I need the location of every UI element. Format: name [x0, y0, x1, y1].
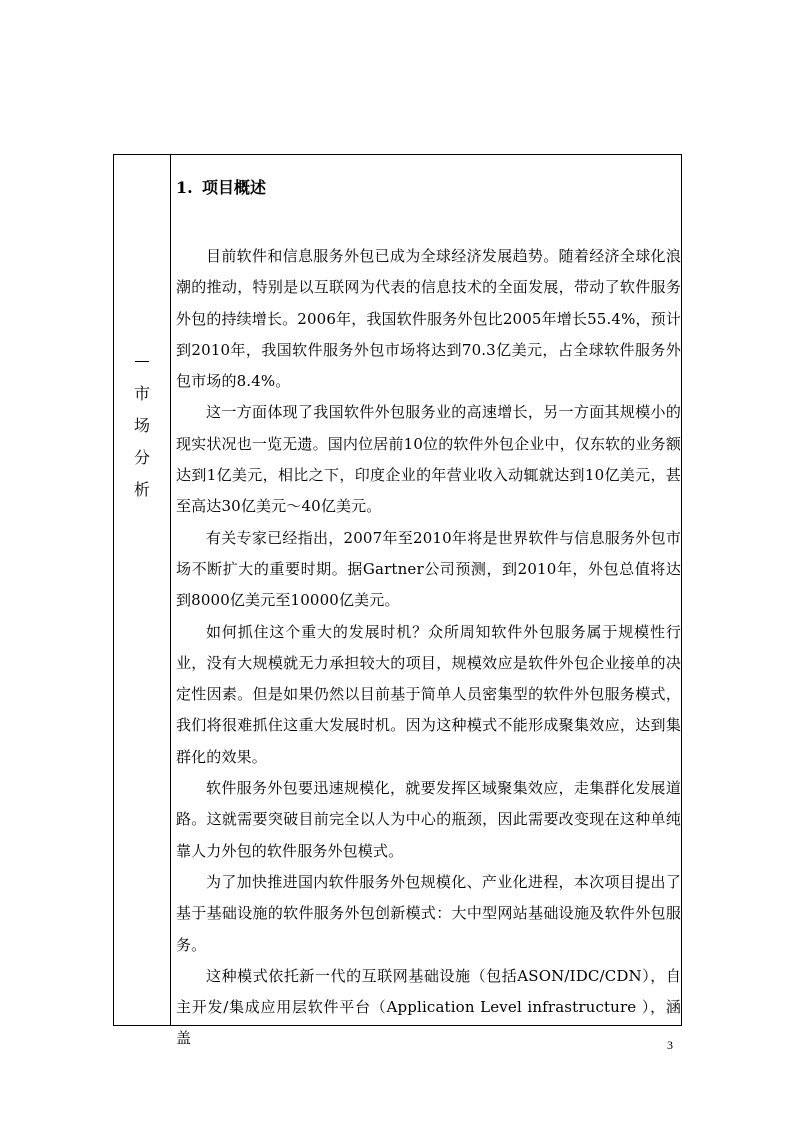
paragraph: 这一方面体现了我国软件外包服务业的高速增长，另一方面其规模小的现实状况也一览无遗。国内位居前10位的软件外包企业中，仅东软的业务额达到1亿美元，相比之下，印度企业的年营业收入动辄就达到10亿美元，甚至高达30亿美元～40亿美元。: [176, 403, 681, 516]
page-number: 3: [667, 1038, 673, 1052]
paragraph: 这种模式依托新一代的互联网基础设施（包括ASON/IDC/CDN），自主开发/集成应用层软件平台（Application Level infrastructure ），涵盖: [176, 966, 681, 1048]
section-number: 1.: [176, 178, 193, 197]
side-label-char: 分: [133, 448, 150, 467]
column-divider: [170, 155, 171, 1025]
paragraph: 有关专家已经指出，2007年至2010年将是世界软件与信息服务外包市场不断扩大的重要时期。据Gartner公司预测，到2010年，外包总值将达到8000亿美元至10000亿美元。: [176, 528, 681, 610]
section-title: 项目概述: [202, 178, 267, 197]
content-table: [113, 154, 682, 1048]
side-label-dash: [135, 361, 149, 362]
content-cell: [176, 175, 681, 1055]
paragraph: 目前软件和信息服务外包已成为全球经济发展趋势。随着经济全球化浪潮的推动，特别是以互联网为代表的信息技术的全面发展，带动了软件服务外包的持续增长。2006年，我国软件服务外包比2005年增长55.4%，预计到2010年，我国软件服务外包市场将达到70.3亿美元，占全球软件服务外包市场的8.4%。: [176, 247, 681, 391]
side-label-char: 市: [133, 384, 150, 403]
side-label-char: 析: [133, 480, 150, 499]
paragraph: 软件服务外包要迅速规模化，就要发挥区域聚集效应，走集群化发展道路。这就需要突破目前完全以人为中心的瓶颈，因此需要改变现在这种单纯靠人力外包的软件服务外包模式。: [176, 779, 681, 860]
paragraph: 为了加快推进国内软件服务外包规模化、产业化进程，本次项目提出了基于基础设施的软件服务外包创新模式：大中型网站基础设施及软件外包服务。: [176, 872, 681, 954]
paragraph: 如何抓住这个重大的发展时机？众所周知软件外包服务属于规模性行业，没有大规模就无力承担较大的项目，规模效应是软件外包企业接单的决定性因素。但是如果仍然以目前基于简单人员密集型的软件外包服务模式，我们将很难抓住这重大发展时机。因为这种模式不能形成聚集效应，达到集群化的效果。: [176, 622, 681, 766]
side-label-cell: [114, 345, 170, 506]
section-heading: [176, 175, 681, 201]
side-label-char: 场: [133, 416, 150, 435]
